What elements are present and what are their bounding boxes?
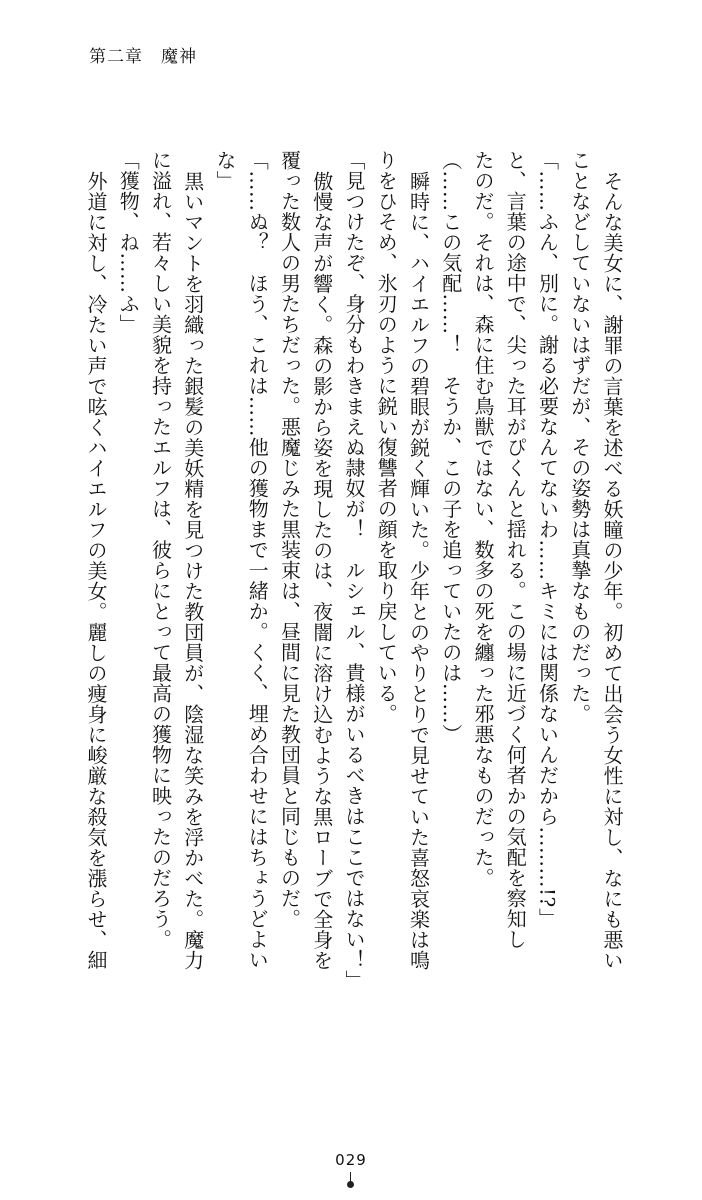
text-line: と、言葉の途中で、尖った耳がぴくんと揺れる。この場に近づく何者かの気配を察知し (503, 150, 528, 950)
page-number: 029 (335, 1151, 367, 1169)
text-line: 瞬時に、ハイエルフの碧眼が鋭く輝いた。少年とのやりとりで見せていた喜怒哀楽は鳴 (406, 170, 431, 970)
text-line: に溢れ、若々しい美貌を持ったエルフは、彼らにとって最高の獲物に映ったのだろう。 (148, 150, 173, 950)
text-line: そんな美女に、謝罪の言葉を述べる妖瞳の少年。初めて出会う女性に対し、なにも悪い (600, 170, 624, 970)
text-line: 覆った数人の男たちだった。悪魔じみた黒装束は、昼間に見た教団員と同じものだ。 (277, 150, 302, 929)
text-line: 傲慢な声が響く。森の影から姿を現したのは、夜闇に溶け込むような黒ローブで全身を (309, 170, 334, 970)
text-line: 黒いマントを羽織った銀髪の美妖精を見つけた教団員が、陰湿な笑みを浮かべた。魔力 (180, 170, 205, 970)
text-line: 外道に対し、冷たい声で呟くハイエルフの美女。麗しの痩身に峻厳な殺気を漲らせ、細 (84, 170, 108, 970)
text-line: たのだ。それは、森に住む鳥獣ではない、数多の死を纏った邪悪なものだった。 (471, 150, 495, 888)
text-line: 「獲物、ね……ふ」 (116, 150, 141, 335)
text-line: な」 (213, 150, 237, 191)
text-line: りをひそめ、氷刃のように鋭い復讐者の顔を取り戻している。 (374, 150, 399, 724)
body-text (80, 150, 628, 991)
text-line: ことなどしていないはずだが、その姿勢は真摯なものだった。 (567, 150, 592, 724)
text-line: 「見つけたぞ、身分もわきまえぬ隷奴が！ ルシェル、貴様がいるべきはここではない！」 (342, 150, 366, 991)
running-header: 第二章 魔神 (89, 47, 197, 67)
text-line: 「……ぬ？ ほう、これは……他の獲物まで一緒か。くく、埋め合わせにはちょうどよい (245, 150, 270, 970)
folio-ornament-dot (347, 1181, 354, 1188)
text-line: 「……ふん、別に。謝る必要なんてないわ……キミには関係ないんだから………!?」 (535, 150, 560, 929)
text-line: （……この気配……！ そうか、この子を追っていたのは……） (438, 150, 463, 745)
